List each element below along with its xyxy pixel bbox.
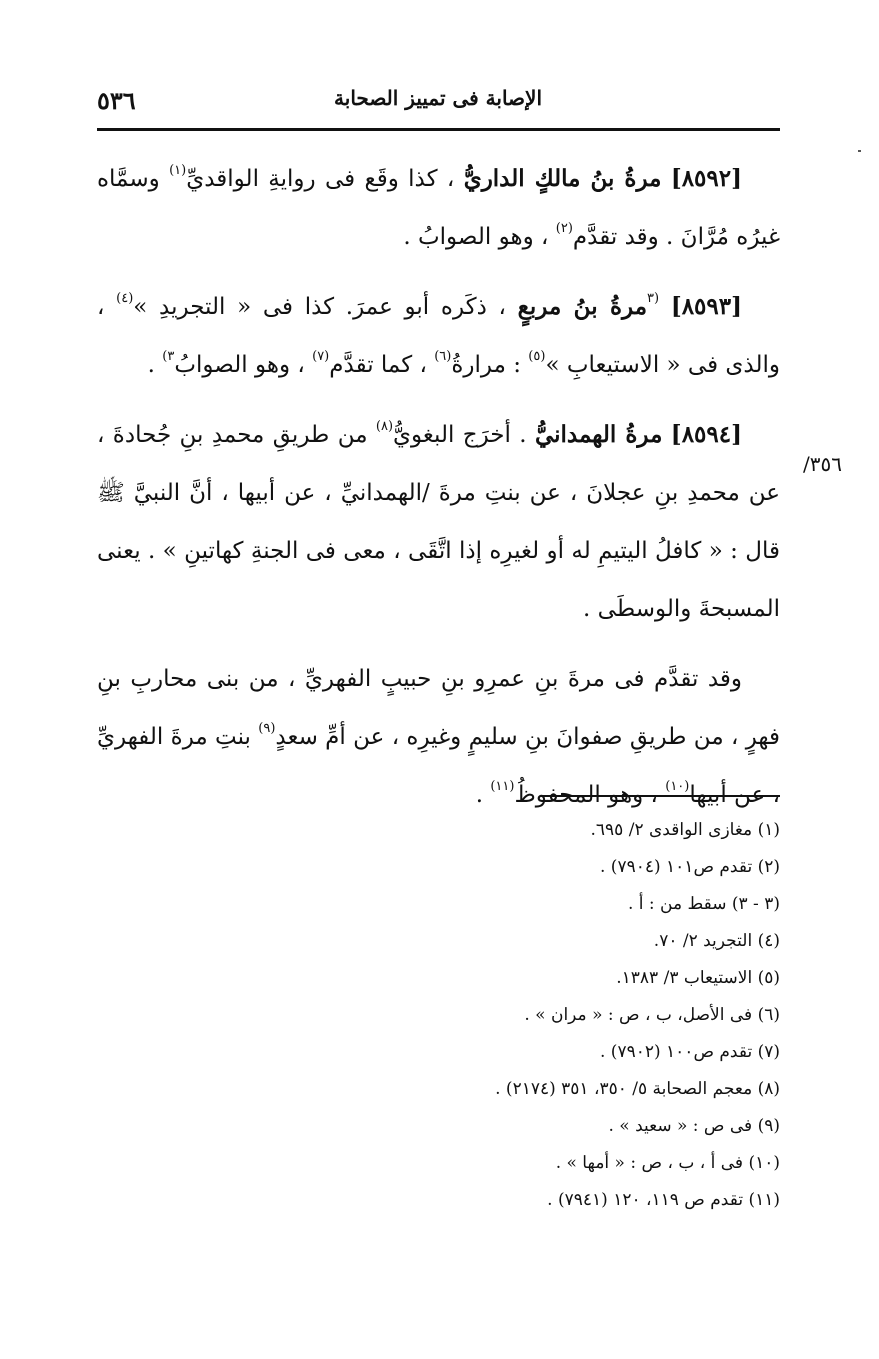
footnote-separator (540, 795, 780, 797)
footnote-ref: (١١) (490, 779, 515, 794)
footnote-item: (٤) التجريد ٢/ ٧٠. (653, 931, 780, 951)
footnote-item: (١) مغازى الواقدى ٢/ ٦٩٥. (590, 820, 780, 840)
header-rule (97, 128, 780, 131)
footnote-ref: (١٠) (665, 779, 690, 794)
entry-text: : مرارةُ (451, 352, 529, 378)
entry-text: من طريقِ محمدِ بنِ جُحادةَ ، عن محمدِ بنِ عجلانَ ، عن بنتِ مرةَ /الهمدانيِّ ، عن أبيها ، أنَّ النبيَّ ﷺ قال : « كافلُ اليتيمِ له أو لغيرِه إذا اتَّقَى ، معى فى الجنةِ كهاتينِ » . يعنى المسبحةَ والوسطَى . (97, 422, 780, 622)
page-header (97, 84, 777, 120)
footnote-ref: (٤) (116, 291, 134, 306)
scan-speck (858, 150, 861, 152)
closing-paragraph (97, 650, 780, 824)
entry-number: [٨٥٩٣] (670, 293, 743, 320)
footnotes (495, 812, 780, 1219)
footnote-ref: (٧) (312, 349, 330, 364)
entry-text: ، والذى فى « الاستيعابِ » (97, 294, 780, 378)
entry-number: [٨٥٩٢] (670, 165, 743, 192)
entry-text: ، كذا وقَع فى روايةِ الواقديِّ (186, 166, 455, 192)
entry-8594 (97, 406, 780, 638)
entry-number: [٨٥٩٤] (670, 421, 742, 448)
footnote-ref: (٦) (434, 349, 452, 364)
footnote-ref: (٩) (258, 721, 276, 736)
footnote-item: (٩) فى ص : « سعيد » . (608, 1116, 780, 1136)
entry-text: ، وهو الصوابُ (174, 352, 313, 378)
entry-text: وسمَّاه غيرُه مُرَّانَ . وقد تقدَّم (97, 166, 780, 250)
entry-8592 (97, 150, 780, 266)
entry-text: وقد تقدَّم فى مرةَ بنِ عمرِو بنِ حبيبٍ الفهريِّ ، من بنى محاربِ بنِ فهرٍ ، من طريقِ صفوانَ بنِ سليمٍ وغيرِه ، عن أمِّ سعدٍ (97, 666, 780, 750)
entry-text: ، كما تقدَّم (329, 352, 435, 378)
entry-name: مرةُ الهمدانيُّ (534, 421, 663, 448)
entry-text: . (475, 782, 491, 808)
entry-text: . (147, 352, 163, 378)
entry-text: . أخرَج البغويُّ (393, 422, 535, 448)
entry-text: ، وهو الصوابُ . (403, 224, 556, 250)
footnote-item: (٣ - ٣) سقط من : أ . (627, 894, 780, 914)
entry-8593 (97, 278, 780, 394)
entry-text: ، وهو المحفوظُ (514, 782, 666, 808)
footnote-ref: (٥) (528, 349, 546, 364)
main-text (97, 150, 780, 828)
entry-name: مرةُ بنُ مربعٍ (517, 293, 648, 320)
footnote-item: (٧) تقدم ص١٠٠ (٧٩٠٢) . (600, 1042, 780, 1062)
footnote-ref: ٣) (162, 349, 175, 364)
entry-text: بنتِ مرةَ الفهريِّ ، عن أبيها (97, 724, 780, 808)
margin-page-marker: ٣٥٦/ (803, 452, 842, 476)
footnote-item: (٦) فى الأصل، ب ، ص : « مران » . (524, 1005, 780, 1025)
footnote-item: (١٠) فى أ ، ب ، ص : « أمها » . (555, 1153, 780, 1173)
page-number: ٥٣٦ (97, 86, 136, 115)
footnote-ref: (٨) (375, 419, 394, 434)
running-title: الإصابة فى تمييز الصحابة (334, 86, 542, 110)
footnote-item: (٢) تقدم ص١٠١ (٧٩٠٤) . (600, 857, 780, 877)
footnote-ref: (٣ (647, 291, 660, 306)
entry-name: مرةُ بنُ مالكٍ الداريُّ (463, 165, 662, 192)
entry-text: ، ذكَره أبو عمرَ. كذا فى « التجريدِ » (133, 294, 518, 320)
footnote-item: (١١) تقدم ص ١١٩، ١٢٠ (٧٩٤١) . (547, 1190, 780, 1210)
footnote-item: (٥) الاستيعاب ٣/ ١٣٨٣. (616, 968, 780, 988)
footnote-ref: (٢) (555, 221, 573, 236)
footnote-ref: (١) (169, 163, 187, 178)
footnote-item: (٨) معجم الصحابة ٥/ ٣٥٠، ٣٥١ (٢١٧٤) . (495, 1079, 780, 1099)
